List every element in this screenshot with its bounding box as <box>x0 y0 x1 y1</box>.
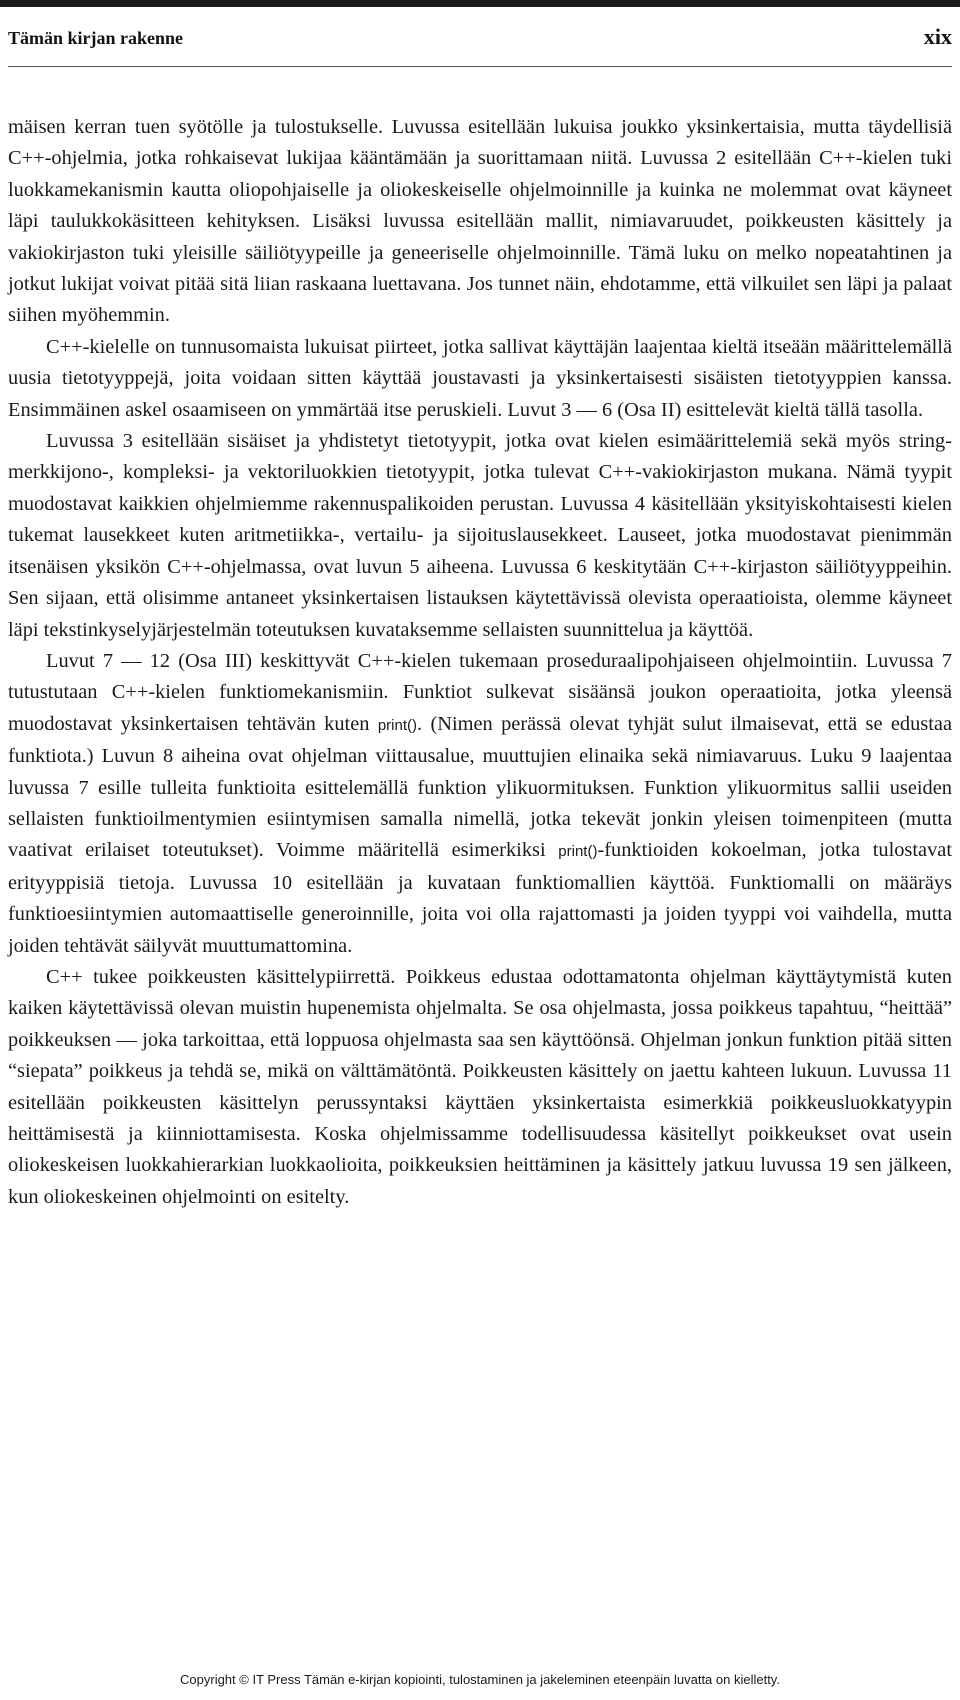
inline-code: print() <box>558 843 598 861</box>
paragraph <box>8 646 952 962</box>
text-run: C++ tukee poikkeusten käsittelypiirrettä. Poikkeus edustaa odottamatonta ohjelman käyttäytymistä kuten kaiken käytettävissä olevan muistin hupenemista ohjelmalta. Se osa ohjelmasta, jossa poikkeus tapahtuu, “heittää” poikkeuksen — joka tarkoittaa, että loppuosa ohjelmasta saa sen käyttöönsä. Ohjelman jonkun funktion pitää sitten “siepata” poikkeus ja tehdä se, mikä on välttämätöntä. Poikkeusten käsittely on jaettu kahteen lukuun. Luvussa 11 esitellään poikkeusten käsittelyn perussyntaksi käyttäen yksinkertaista esimerkkiä poikkeusluokkatyypin heittämisestä ja kiinniottamisesta. Koska ohjelmissamme todellisuudessa käsitellyt poikkeukset ovat usein oliokeskeisen luokkahierarkian luokkaolioita, poikkeuksien heittäminen ja käsittely jatkuu luvussa 19 sen jälkeen, kun oliokeskeinen ohjelmointi on esitelty. <box>8 965 952 1208</box>
paragraph <box>8 426 952 646</box>
paragraph <box>8 112 952 332</box>
text-run: Luvut 7 — 12 (Osa III) keskittyvät C++-kielen tukemaan proseduraalipohjaiseen ohjelmointiin. Luvussa 7 tutustutaan C++-kielen funktiomekanismiin. Funktiot sulkevat sisäänsä joukon operaatioita, jotka yleensä muodostavat yksinkertaisen tehtävän kuten <box>8 649 952 735</box>
text-run: -funktioiden kokoelman, jotka tulostavat erityyppisiä tietoja. Luvussa 10 esitellään ja kuvataan funktiomallien käyttöä. Funktiomalli on määräys funktioesiintymien automaattiselle generoinnille, joita voi olla rajattomasti ja joiden tyyppi voi vaihdella, mutta joiden tehtävät säilyvät muuttumattomina. <box>8 839 952 957</box>
running-header <box>8 24 952 60</box>
copyright-footer: Copyright © IT Press Tämän e-kirjan kopiointi, tulostaminen ja jakeleminen eteenpäin luvatta on kielletty. <box>180 1672 780 1687</box>
body-text <box>8 112 952 1213</box>
text-run: Luvussa 3 esitellään sisäiset ja yhdistetyt tietotyypit, jotka ovat kielen esimäärittelemiä sekä myös string-merkkijono-, kompleksi- ja vektoriluokkien tietotyypit, jotka tulevat C++-vakiokirjaston mukana. Nämä tyypit muodostavat kaikkien ohjelmiemme rakennuspalikoiden perustan. Luvussa 4 käsitellään yksityiskohtaisesti kielen tukemat lausekkeet kuten aritmetiikka-, vertailu- ja sijoituslausekkeet. Lauseet, jotka muodostavat pienimmän itsenäisen yksikön C++-ohjelmassa, ovat luvun 5 aiheena. Luvussa 6 keskitytään C++-kirjaston säiliötyyppeihin. Sen sijaan, että olisimme antaneet yksinkertaisen listauksen käytettävissä olevista operaatioista, olemme käyneet läpi tekstinkyselyjärjestelmän toteutuksen kuvataksemme sellaisten suunnittelua ja käyttöä. <box>8 430 952 641</box>
paragraph <box>8 332 952 426</box>
page-number: xix <box>923 24 952 49</box>
header-rule <box>8 66 952 67</box>
running-header-title: Tämän kirjan rakenne <box>8 28 184 48</box>
text-run: . (Nimen perässä olevat tyhjät sulut ilmaisevat, että se edustaa funktiota.) Luvun 8 aiheina ovat ohjelman viittausalue, muuttujien elinaika sekä nimiavaruus. Luku 9 laajentaa luvussa 7 esille tulleita funktioita esittelemällä funktion ylikuormituksen. Funktion ylikuormitus sallii useiden sellaisten funktioilmentymien esiintymisen samalla nimellä, jotka tekevät jonkin yleisen toimenpiteen (mutta vaativat erilaiset toteutukset). Voimme määritellä esimerkiksi <box>8 712 952 862</box>
text-run: C++-kielelle on tunnusomaista lukuisat piirteet, jotka sallivat käyttäjän laajentaa kieltä itseään määrittelemällä uusia tietotyyppejä, joita voidaan sitten käyttää joustavasti ja yksinkertaisesti sisäisten tietotyyppien kanssa. Ensimmäinen askel osaamiseen on ymmärtää itse peruskieli. Luvut 3 — 6 (Osa II) esittelevät kieltä tällä tasolla. <box>8 335 952 421</box>
inline-code: print() <box>377 716 417 734</box>
text-run: mäisen kerran tuen syötölle ja tulostukselle. Luvussa esitellään lukuisa joukko yksinkertaisia, mutta täydellisiä C++-ohjelmia, jotka rohkaisevat lukijaa kääntämään ja suorittamaan niitä. Luvussa 2 esitellään C++-kielen tuki luokkamekanismin kautta oliopohjaiselle ja oliokeskeiselle ohjelmoinnille ja kuinka ne molemmat ovat käyneet läpi taulukkokäsitteen kehityksen. Lisäksi luvussa esitellään mallit, nimiavaruudet, poikkeusten käsittely ja vakiokirjaston tuki yleisille säiliötyypeille ja geneeriselle ohjelmoinnille. Tämä luku on melko nopeatahtinen ja jotkut lukijat voivat pitää sitä liian raskaana luettavana. Jos tunnet näin, ehdotamme, että vilkuilet sen läpi ja palaat siihen myöhemmin. <box>8 116 952 327</box>
paragraph <box>8 962 952 1213</box>
top-rule <box>0 0 960 7</box>
